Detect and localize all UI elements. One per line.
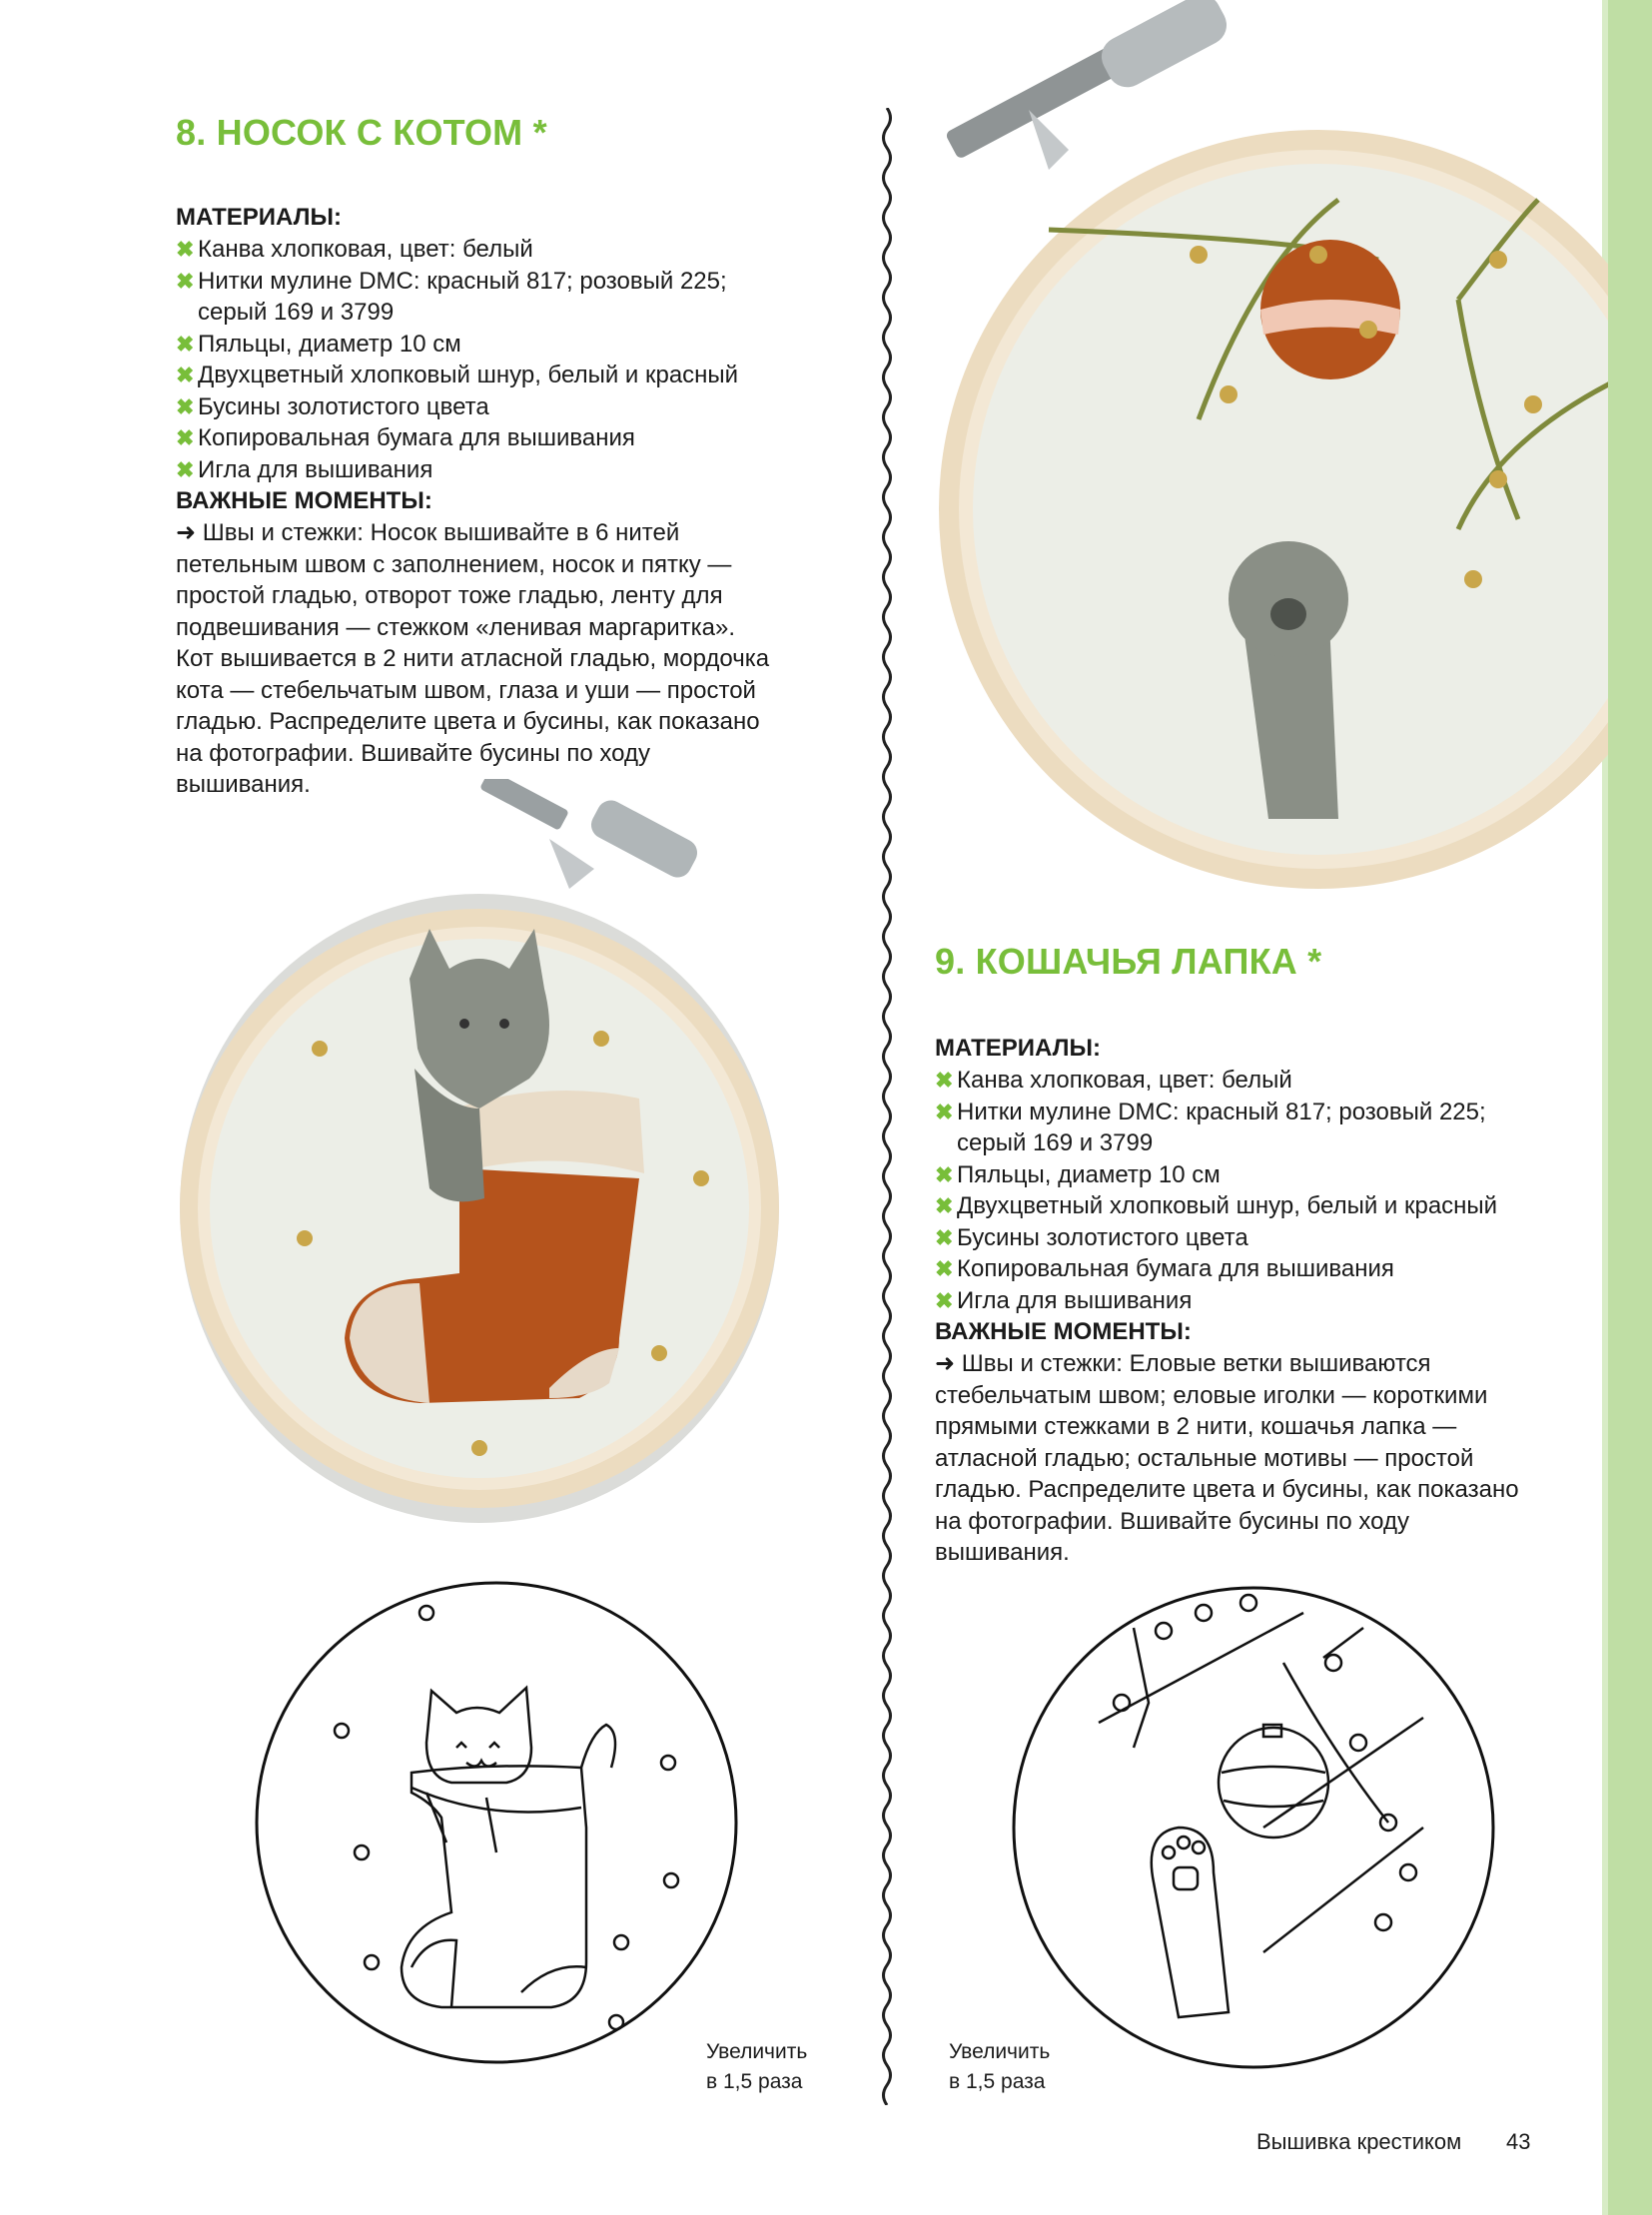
materials-list <box>176 234 815 485</box>
list-item: ✖ Бусины золотистого цвета <box>935 1222 1574 1254</box>
list-item: ✖ Копировальная бумага для вышивания <box>935 1253 1574 1285</box>
page-number: 43 <box>1506 2129 1531 2154</box>
materials-list <box>935 1065 1574 1316</box>
list-item: ✖ Двухцветный хлопковый шнур, белый и красный <box>935 1190 1574 1222</box>
list-item: ✖ Пяльцы, диаметр 10 см <box>935 1159 1574 1191</box>
cat-paw-hoop-photo <box>899 0 1608 889</box>
cross-icon: ✖ <box>935 1099 954 1124</box>
materials-heading: МАТЕРИАЛЫ: <box>176 204 343 231</box>
list-item: ✖ Нитки мулине DMC: красный 817; розовый 225; серый 169 и 3799 <box>935 1098 1486 1156</box>
list-item: ✖ Бусины золотистого цвета <box>176 391 815 423</box>
cross-icon: ✖ <box>935 1256 954 1281</box>
materials-heading: МАТЕРИАЛЫ: <box>935 1035 1102 1062</box>
list-item: ✖ Канва хлопковая, цвет: белый <box>176 234 815 266</box>
list-item: ✖ Канва хлопковая, цвет: белый <box>935 1065 1574 1097</box>
cross-icon: ✖ <box>176 456 195 482</box>
project-9-title: 9. КОШАЧЬЯ ЛАПКА * <box>935 941 1322 982</box>
enlarge-caption: Увеличить в 1,5 раза <box>949 2040 1051 2093</box>
cross-icon: ✖ <box>935 1161 954 1187</box>
cross-icon: ✖ <box>935 1068 954 1093</box>
list-item: ✖ Нитки мулине DMC: красный 817; розовый 225; серый 169 и 3799 <box>176 267 727 326</box>
cross-icon: ✖ <box>176 393 195 419</box>
cross-icon: ✖ <box>935 1287 954 1313</box>
notes-text: ➜ Швы и стежки: Еловые ветки вышиваются стебельчатым швом; еловые иголки — короткими прямыми стежками в 2 нити, кошачья лапка — атласной гладью; остальные мотивы — простой гладью. Распределите цвета и бусины, как показано на фотографии. Вшивайте бусины по ходу вышивания. <box>935 1350 1519 1566</box>
cross-icon: ✖ <box>176 425 195 450</box>
list-item: ✖ Копировальная бумага для вышивания <box>176 422 815 454</box>
list-item: ✖ Игла для вышивания <box>935 1285 1574 1317</box>
cross-icon: ✖ <box>176 363 195 387</box>
cross-icon: ✖ <box>176 331 195 357</box>
cat-paw-pattern <box>1004 1573 1503 2092</box>
wavy-divider <box>877 108 897 2105</box>
notes-heading: ВАЖНЫЕ МОМЕНТЫ: <box>935 1318 1192 1345</box>
cross-icon: ✖ <box>176 237 195 262</box>
sock-cat-pattern <box>252 1563 741 2082</box>
list-item: ✖ Двухцветный хлопковый шнур, белый и красный <box>176 360 815 391</box>
cross-icon: ✖ <box>176 268 195 294</box>
list-item: ✖ Пяльцы, диаметр 10 см <box>176 329 815 361</box>
section-name: Вышивка крестиком <box>1256 2129 1462 2154</box>
enlarge-caption: Увеличить в 1,5 раза <box>706 2040 808 2093</box>
project-8-title: 8. НОСОК С КОТОМ * <box>176 112 547 153</box>
page-edge-stripe <box>1608 0 1652 2215</box>
project-8-text <box>176 112 815 801</box>
sock-cat-hoop-photo <box>150 779 839 1538</box>
notes-heading: ВАЖНЫЕ МОМЕНТЫ: <box>176 487 432 514</box>
notes-text: ➜ Швы и стежки: Носок вышивайте в 6 нитей петельным швом с заполнением, носок и пятку — простой гладью, отворот тоже гладью, ленту для подвешивания — стежком «ленивая маргаритка». Кот вышивается в 2 нити атласной гладью, мордочка кота — стебельчатым швом, глаза и уши — простой гладью. Распределите цвета и бусины, как показано на фотографии. Вшивайте бусины по ходу вышивания. <box>176 519 770 798</box>
list-item: ✖ Игла для вышивания <box>176 454 815 486</box>
cross-icon: ✖ <box>935 1224 954 1250</box>
project-9-text <box>935 941 1574 1569</box>
cross-icon: ✖ <box>935 1193 954 1218</box>
